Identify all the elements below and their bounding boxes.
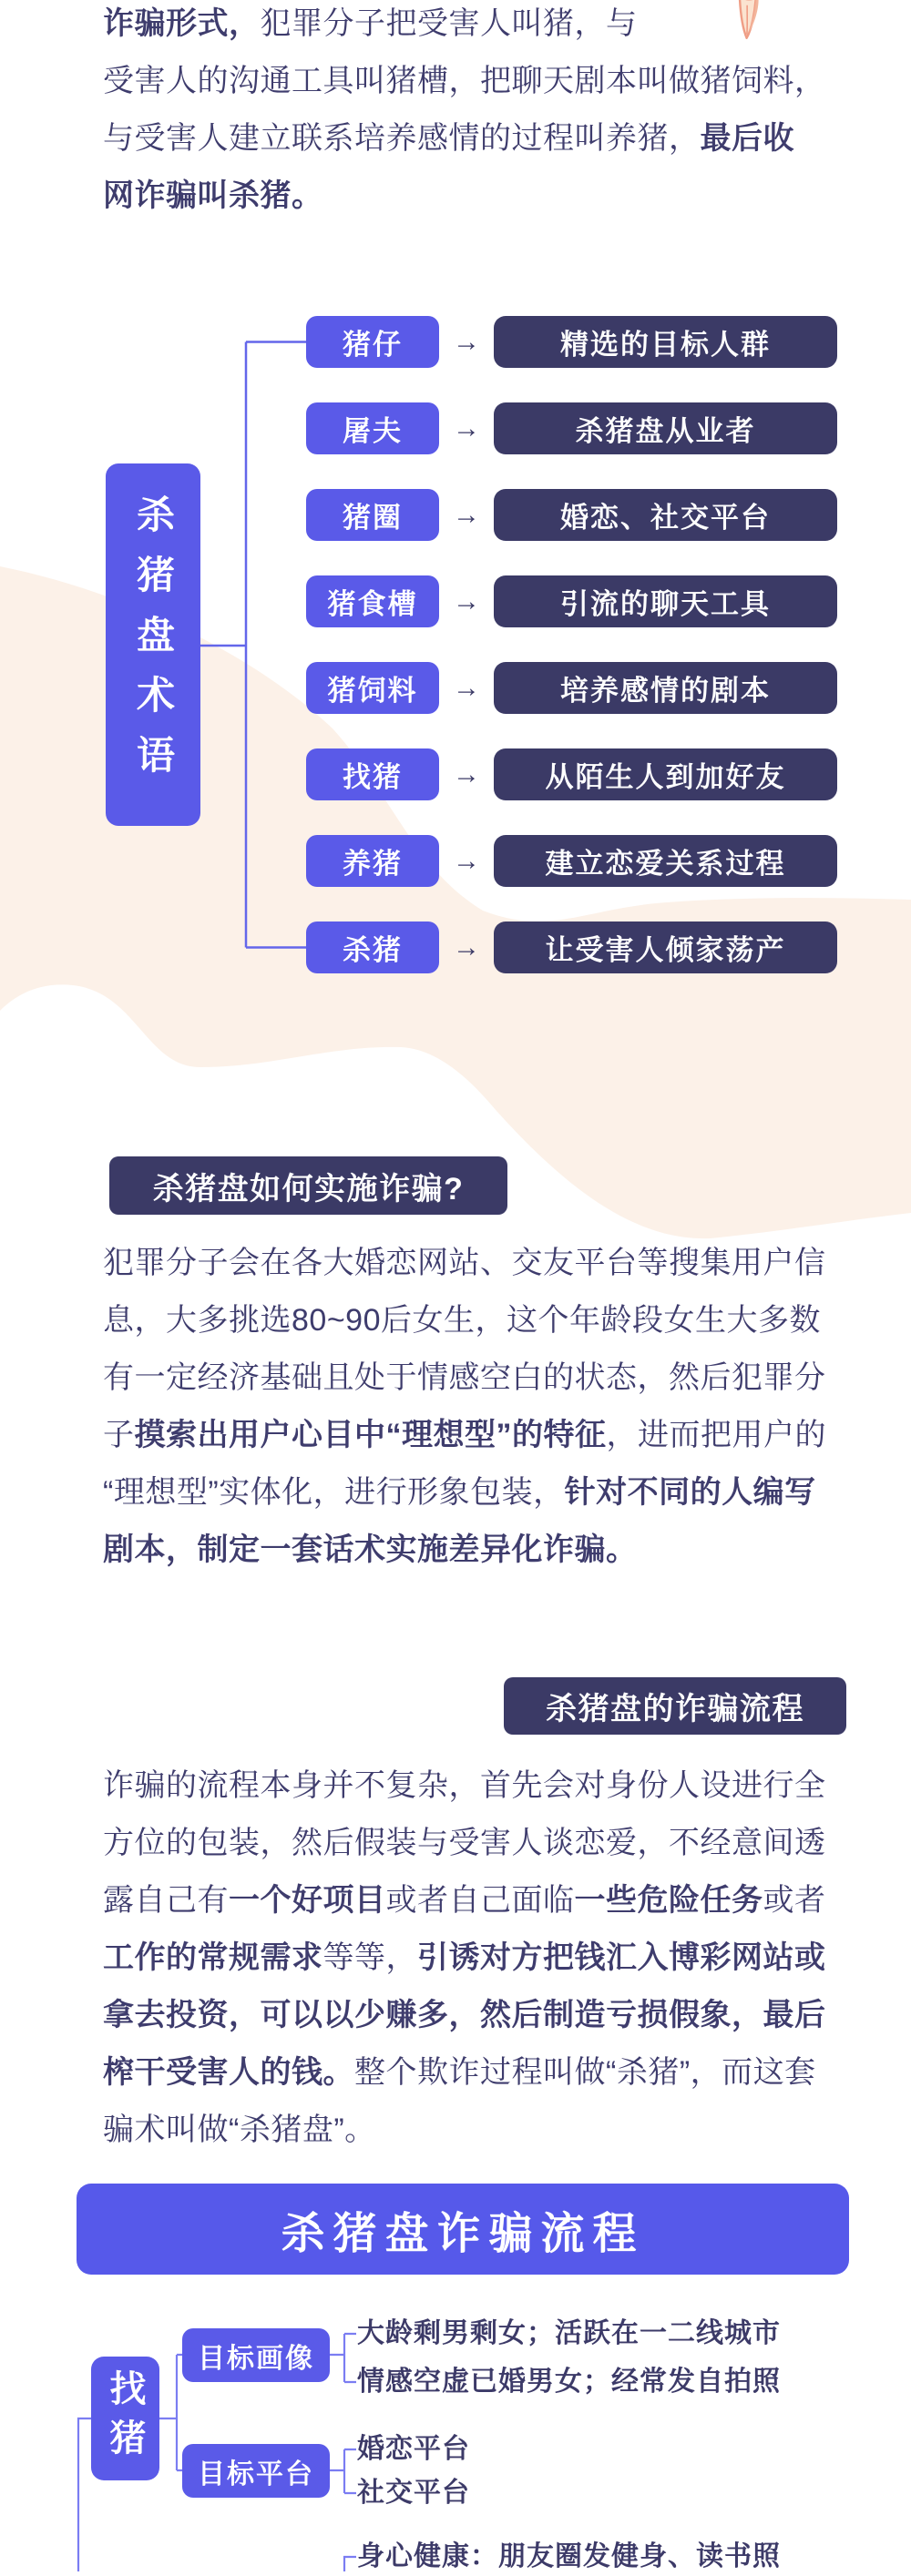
term-row (306, 575, 837, 627)
arrow-right-icon: → (453, 585, 480, 616)
term-badge: 猪食槽 (306, 575, 439, 627)
paragraph-line: “理想型”实体化，进行形象包装，针对不同的人编写 (103, 1475, 816, 1510)
paragraph-line: 拿去投资，可以以少赚多，然后制造亏损假象，最后 (103, 1998, 826, 2032)
term-desc-box: 从陌生人到加好友 (494, 748, 837, 800)
paragraph-how (103, 1235, 826, 1579)
paragraph-line: 与受害人建立联系培养感情的过程叫养猪，最后收 (103, 121, 794, 156)
term-badge: 猪饲料 (306, 662, 439, 714)
paragraph-line: 榨干受害人的钱。整个欺诈过程叫做“杀猪”，而这套 (103, 2055, 816, 2090)
paragraph-line: 子摸索出用户心目中“理想型”的特征，进而把用户的 (103, 1418, 826, 1452)
term-badge: 屠夫 (306, 402, 439, 454)
arrow-right-icon: → (453, 845, 480, 876)
paragraph-flow (103, 1757, 826, 2159)
term-desc-box: 让受害人倾家荡产 (494, 921, 837, 973)
leaf-health-label: 身心健康： (357, 2541, 498, 2571)
arrow-right-icon: → (453, 759, 480, 789)
branch-badge-target-platform-label: 目标平台 (198, 2459, 314, 2489)
leaf-health (357, 2538, 781, 2576)
leaf-platform-2: 社交平台 (357, 2478, 470, 2508)
term-row (306, 835, 837, 887)
paragraph-line: 骗术叫做“杀猪盘”。 (103, 2113, 376, 2147)
banner-title-label: 杀猪盘诈骗流程 (281, 2209, 645, 2258)
section-title-how-label: 杀猪盘如何实施诈骗? (152, 1171, 465, 1207)
section-title-flow (504, 1677, 846, 1735)
branch-badge-target-profile-label: 目标画像 (198, 2343, 314, 2374)
paragraph-line: 网诈骗叫杀猪。 (103, 178, 323, 213)
flow-root-node (91, 2357, 159, 2480)
term-desc-box: 精选的目标人群 (494, 316, 837, 368)
arrow-right-icon: → (453, 326, 480, 357)
term-row (306, 402, 837, 454)
term-badge: 杀猪 (306, 921, 439, 973)
section-title-flow-label: 杀猪盘的诈骗流程 (546, 1692, 804, 1726)
term-desc-box: 建立恋爱关系过程 (494, 835, 837, 887)
paragraph-line: 方位的包装，然后假装与受害人谈恋爱，不经意间透 (103, 1826, 826, 1860)
arrow-right-icon: → (453, 932, 480, 962)
arrow-right-icon: → (453, 499, 480, 530)
term-row (306, 489, 837, 541)
paragraph-line: 息，大多挑选80~90后女生，这个年龄段女生大多数 (103, 1303, 821, 1338)
term-desc-box: 引流的聊天工具 (494, 575, 837, 627)
term-desc-box: 杀猪盘从业者 (494, 402, 837, 454)
branch-badge-target-platform (182, 2444, 330, 2498)
term-desc-box: 培养感情的剧本 (494, 662, 837, 714)
terms-root-node (106, 463, 200, 826)
term-row (306, 921, 837, 973)
paragraph-line: 露自己有一个好项目或者自己面临一些危险任务或者 (103, 1883, 826, 1918)
paragraph-line: 剧本，制定一套话术实施差异化诈骗。 (103, 1532, 638, 1567)
paragraph-line: 犯罪分子会在各大婚恋网站、交友平台等搜集用户信 (103, 1246, 826, 1280)
term-row (306, 662, 837, 714)
terms-root-label: 杀猪盘术语 (132, 494, 175, 795)
term-badge: 养猪 (306, 835, 439, 887)
term-row (306, 316, 837, 368)
branch-badge-target-profile (182, 2328, 330, 2382)
leaf-profile-2: 情感空虚已婚男女；经常发自拍照 (357, 2367, 781, 2397)
flow-root-label: 找猪 (105, 2369, 145, 2468)
paragraph-line: 受害人的沟通工具叫猪槽，把聊天剧本叫做猪饲料， (103, 64, 826, 98)
banner-title (77, 2184, 849, 2275)
term-row (306, 748, 837, 800)
paragraph-line: 诈骗的流程本身并不复杂，首先会对身份人设进行全 (103, 1768, 826, 1803)
term-badge: 猪仔 (306, 316, 439, 368)
arrow-right-icon: → (453, 672, 480, 703)
term-desc-box: 婚恋、社交平台 (494, 489, 837, 541)
leaf-profile-1: 大龄剩男剩女；活跃在一二线城市 (357, 2318, 781, 2348)
leaf-platform-1: 婚恋平台 (357, 2434, 470, 2464)
paragraph-line: 有一定经济基础且处于情感空白的状态，然后犯罪分 (103, 1360, 826, 1395)
section-title-how (109, 1156, 507, 1215)
term-badge: 猪圈 (306, 489, 439, 541)
terms-mindmap (306, 316, 837, 1008)
term-badge: 找猪 (306, 748, 439, 800)
paragraph-line: 诈骗形式，犯罪分子把受害人叫猪，与 (103, 6, 638, 41)
arrow-right-icon: → (453, 412, 480, 443)
paragraph-line: 工作的常规需求等等，引诱对方把钱汇入博彩网站或 (103, 1940, 826, 1975)
leaf-health-text: 朋友圈发健身、读书照 (498, 2541, 781, 2571)
intro-paragraph (103, 0, 826, 225)
